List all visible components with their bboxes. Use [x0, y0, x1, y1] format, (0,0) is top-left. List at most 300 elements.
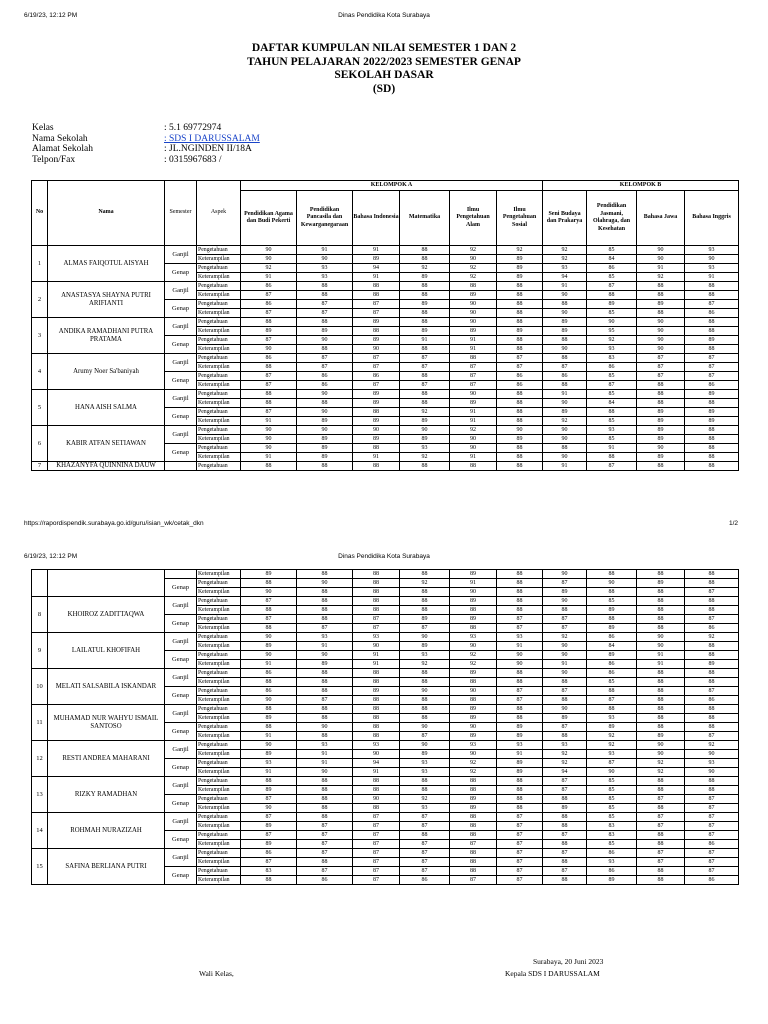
score-cell: 89: [450, 615, 497, 624]
score-cell: 88: [685, 786, 739, 795]
score-cell: 88: [400, 777, 450, 786]
score-cell: 88: [400, 345, 450, 354]
score-cell: 87: [543, 615, 587, 624]
score-cell: 88: [450, 867, 497, 876]
score-cell: 88: [497, 309, 543, 318]
score-cell: 88: [543, 336, 587, 345]
score-cell: 89: [543, 714, 587, 723]
score-cell: 87: [400, 624, 450, 633]
score-cell: 90: [450, 642, 497, 651]
score-cell: 88: [297, 858, 353, 867]
table-row: [32, 246, 739, 255]
score-cell: 91: [353, 246, 400, 255]
score-cell: 88: [297, 678, 353, 687]
score-cell: 87: [400, 849, 450, 858]
score-cell: 91: [241, 453, 297, 462]
score-cell: 88: [497, 453, 543, 462]
score-cell: 85: [587, 417, 637, 426]
score-cell: 87: [497, 687, 543, 696]
semester-label: Genap: [165, 687, 197, 705]
score-cell: 90: [400, 741, 450, 750]
score-cell: 87: [543, 831, 587, 840]
score-cell: 91: [637, 660, 685, 669]
score-cell: 87: [297, 309, 353, 318]
score-cell: 92: [450, 264, 497, 273]
score-cell: 88: [543, 444, 587, 453]
aspek-label: Keterampilan: [197, 822, 241, 831]
info-value: : JL.NGINDEN II/18A: [164, 144, 252, 154]
score-cell: 87: [297, 354, 353, 363]
score-cell: 90: [543, 291, 587, 300]
score-cell: 88: [587, 408, 637, 417]
score-cell: 88: [637, 687, 685, 696]
score-cell: 86: [543, 372, 587, 381]
score-cell: 90: [241, 633, 297, 642]
score-cell: 88: [497, 291, 543, 300]
score-cell: 86: [241, 354, 297, 363]
score-cell: 89: [450, 669, 497, 678]
score-cell: 88: [543, 606, 587, 615]
aspek-label: Pengetahuan: [197, 687, 241, 696]
aspek-label: Keterampilan: [197, 804, 241, 813]
score-cell: 88: [400, 291, 450, 300]
score-cell: 88: [353, 588, 400, 597]
table-row: [32, 669, 739, 678]
semester-label: Genap: [165, 336, 197, 354]
aspek-label: Pengetahuan: [197, 282, 241, 291]
score-cell: 87: [685, 687, 739, 696]
score-cell: 91: [297, 750, 353, 759]
grades-table-page-2: [31, 569, 739, 885]
header-no: No: [32, 181, 48, 246]
score-cell: 88: [685, 651, 739, 660]
score-cell: 88: [497, 588, 543, 597]
score-cell: 87: [241, 813, 297, 822]
score-cell: 88: [450, 849, 497, 858]
score-cell: 89: [450, 732, 497, 741]
score-cell: 87: [450, 840, 497, 849]
score-cell: 90: [241, 741, 297, 750]
aspek-label: Pengetahuan: [197, 264, 241, 273]
score-cell: 91: [450, 336, 497, 345]
score-cell: 88: [497, 282, 543, 291]
score-cell: 91: [241, 660, 297, 669]
score-cell: 87: [241, 309, 297, 318]
score-cell: 88: [497, 795, 543, 804]
student-number: [32, 570, 48, 597]
score-cell: 89: [543, 318, 587, 327]
score-cell: 89: [685, 336, 739, 345]
score-cell: 93: [297, 264, 353, 273]
score-cell: 85: [587, 777, 637, 786]
score-cell: 88: [637, 840, 685, 849]
student-name: KABIR ATFAN SETIAWAN: [48, 426, 165, 462]
score-cell: 88: [450, 786, 497, 795]
score-cell: 88: [450, 822, 497, 831]
score-cell: 89: [353, 435, 400, 444]
score-cell: 88: [685, 426, 739, 435]
score-cell: 86: [587, 669, 637, 678]
score-cell: 88: [637, 696, 685, 705]
score-cell: 86: [353, 372, 400, 381]
info-label: Alamat Sekolah: [32, 144, 93, 154]
score-cell: 88: [297, 606, 353, 615]
score-cell: 87: [241, 372, 297, 381]
score-cell: 88: [685, 678, 739, 687]
score-cell: 88: [637, 399, 685, 408]
score-cell: 88: [543, 696, 587, 705]
semester-label: Genap: [165, 759, 197, 777]
score-cell: 86: [587, 867, 637, 876]
title-line-2: TAHUN PELAJARAN 2022/2023 SEMESTER GENAP: [247, 55, 521, 68]
aspek-label: Pengetahuan: [197, 579, 241, 588]
student-number: 15: [32, 849, 48, 885]
score-cell: 88: [685, 327, 739, 336]
student-number: 5: [32, 390, 48, 426]
score-cell: 87: [587, 381, 637, 390]
score-cell: 93: [497, 741, 543, 750]
score-cell: 88: [497, 318, 543, 327]
score-cell: 92: [400, 264, 450, 273]
score-cell: 88: [400, 309, 450, 318]
score-cell: 89: [241, 642, 297, 651]
score-cell: 90: [637, 633, 685, 642]
score-cell: 92: [543, 759, 587, 768]
student-name: KHOIROZ ZADITTAQWA: [48, 597, 165, 633]
score-cell: 86: [241, 687, 297, 696]
score-cell: 92: [587, 336, 637, 345]
score-cell: 90: [297, 408, 353, 417]
aspek-label: Pengetahuan: [197, 426, 241, 435]
table-row: [32, 282, 739, 291]
score-cell: 87: [543, 786, 587, 795]
score-cell: 87: [400, 732, 450, 741]
score-cell: 90: [637, 642, 685, 651]
student-number: 4: [32, 354, 48, 390]
score-cell: 87: [297, 849, 353, 858]
score-cell: 88: [497, 606, 543, 615]
score-cell: 89: [497, 759, 543, 768]
print-url: https://rapordispendik.surabaya.go.id/guru/isian_wk/cetak_dkn: [24, 520, 204, 527]
score-cell: 87: [450, 876, 497, 885]
score-cell: 88: [685, 579, 739, 588]
score-cell: 88: [543, 732, 587, 741]
score-cell: 88: [400, 597, 450, 606]
aspek-label: Keterampilan: [197, 642, 241, 651]
score-cell: 90: [450, 750, 497, 759]
score-cell: 88: [497, 390, 543, 399]
semester-label: Ganjil: [165, 426, 197, 444]
student-name: MUHAMAD NUR WAHYU ISMAIL SANTOSO: [48, 705, 165, 741]
score-cell: 93: [450, 633, 497, 642]
info-label: Kelas: [32, 123, 54, 133]
score-cell: 88: [297, 399, 353, 408]
aspek-label: Keterampilan: [197, 417, 241, 426]
score-cell: 91: [450, 408, 497, 417]
score-cell: 87: [353, 813, 400, 822]
score-cell: 87: [637, 354, 685, 363]
score-cell: 88: [400, 606, 450, 615]
semester-label: Genap: [165, 867, 197, 885]
score-cell: 87: [353, 849, 400, 858]
score-cell: 86: [587, 849, 637, 858]
score-cell: 87: [353, 840, 400, 849]
score-cell: 86: [241, 300, 297, 309]
score-cell: 88: [587, 615, 637, 624]
student-name: LAILATUL KHOFIFAH: [48, 633, 165, 669]
score-cell: 87: [685, 795, 739, 804]
score-cell: 92: [450, 759, 497, 768]
score-cell: 88: [450, 777, 497, 786]
score-cell: 88: [353, 606, 400, 615]
score-cell: 93: [400, 768, 450, 777]
info-row: [32, 144, 432, 155]
aspek-label: Keterampilan: [197, 588, 241, 597]
score-cell: 90: [543, 453, 587, 462]
score-cell: 89: [685, 417, 739, 426]
score-cell: 86: [497, 372, 543, 381]
student-number: 1: [32, 246, 48, 282]
score-cell: 88: [637, 597, 685, 606]
score-cell: 90: [400, 687, 450, 696]
score-cell: 88: [543, 795, 587, 804]
print-datetime: 6/19/23, 12:12 PM: [24, 12, 78, 19]
score-cell: 88: [497, 678, 543, 687]
score-cell: 88: [297, 291, 353, 300]
score-cell: 88: [637, 786, 685, 795]
score-cell: 88: [543, 876, 587, 885]
score-cell: 88: [685, 399, 739, 408]
score-cell: 89: [685, 408, 739, 417]
score-cell: 88: [400, 246, 450, 255]
title-line-4: (SD): [372, 82, 396, 95]
header-kelompok-a: KELOMPOK A: [241, 181, 543, 191]
score-cell: 88: [497, 570, 543, 579]
score-cell: 88: [400, 570, 450, 579]
score-cell: 87: [400, 381, 450, 390]
info-row: [32, 123, 432, 134]
score-cell: 88: [450, 678, 497, 687]
score-cell: 89: [297, 444, 353, 453]
score-cell: 88: [497, 714, 543, 723]
score-cell: 94: [353, 759, 400, 768]
aspek-label: Pengetahuan: [197, 354, 241, 363]
title-line-3: SEKOLAH DASAR: [334, 69, 434, 81]
score-cell: 88: [241, 318, 297, 327]
score-cell: 90: [241, 651, 297, 660]
score-cell: 93: [400, 759, 450, 768]
score-cell: 90: [543, 597, 587, 606]
score-cell: 90: [685, 255, 739, 264]
score-cell: 93: [400, 651, 450, 660]
aspek-label: Keterampilan: [197, 714, 241, 723]
score-cell: 92: [400, 579, 450, 588]
score-cell: 87: [543, 579, 587, 588]
score-cell: 91: [450, 453, 497, 462]
score-cell: 88: [353, 327, 400, 336]
score-cell: 88: [400, 678, 450, 687]
score-cell: 88: [297, 669, 353, 678]
score-cell: 88: [353, 462, 400, 471]
aspek-label: Keterampilan: [197, 345, 241, 354]
score-cell: 88: [637, 588, 685, 597]
score-cell: 90: [241, 426, 297, 435]
score-cell: 90: [297, 768, 353, 777]
score-cell: 88: [637, 867, 685, 876]
score-cell: 90: [637, 336, 685, 345]
score-cell: 90: [241, 804, 297, 813]
score-cell: 89: [637, 453, 685, 462]
score-cell: 91: [543, 282, 587, 291]
score-cell: 88: [400, 390, 450, 399]
score-cell: 88: [497, 786, 543, 795]
score-cell: 90: [450, 255, 497, 264]
score-cell: 87: [353, 615, 400, 624]
score-cell: 90: [637, 318, 685, 327]
student-number: 10: [32, 669, 48, 705]
table-row: [32, 705, 739, 714]
score-cell: 84: [587, 399, 637, 408]
score-cell: 90: [297, 255, 353, 264]
score-cell: 89: [353, 417, 400, 426]
score-cell: 87: [685, 372, 739, 381]
score-cell: 87: [497, 840, 543, 849]
score-cell: 93: [297, 633, 353, 642]
header-aspek: Aspek: [197, 181, 241, 246]
score-cell: 90: [543, 345, 587, 354]
score-cell: 93: [685, 759, 739, 768]
score-cell: 90: [297, 390, 353, 399]
semester-label: Genap: [165, 615, 197, 633]
document-title: [0, 42, 768, 96]
score-cell: 90: [587, 579, 637, 588]
score-cell: 87: [685, 813, 739, 822]
score-cell: 88: [685, 606, 739, 615]
score-cell: 89: [685, 660, 739, 669]
semester-label: Genap: [165, 651, 197, 669]
print-page-title: Dinas Pendidika Kota Surabaya: [338, 12, 430, 19]
score-cell: 90: [543, 651, 587, 660]
student-name: ANDIKA RAMADHANI PUTRA PRATAMA: [48, 318, 165, 354]
score-cell: 91: [400, 336, 450, 345]
score-cell: 90: [637, 345, 685, 354]
score-cell: 91: [543, 462, 587, 471]
aspek-label: Pengetahuan: [197, 849, 241, 858]
score-cell: 90: [543, 669, 587, 678]
score-cell: 86: [587, 660, 637, 669]
score-cell: 87: [685, 588, 739, 597]
score-cell: 93: [241, 759, 297, 768]
semester-label: Ganjil: [165, 597, 197, 615]
score-cell: 89: [587, 651, 637, 660]
score-cell: 90: [450, 444, 497, 453]
student-name: KHAZANYFA QUINNINA DAUW: [48, 462, 165, 471]
score-cell: 88: [450, 624, 497, 633]
score-cell: 88: [400, 318, 450, 327]
score-cell: 93: [543, 264, 587, 273]
student-number: 12: [32, 741, 48, 777]
score-cell: 88: [353, 777, 400, 786]
score-cell: 89: [297, 327, 353, 336]
score-cell: 89: [297, 453, 353, 462]
score-cell: 85: [587, 435, 637, 444]
score-cell: 86: [241, 849, 297, 858]
score-cell: 87: [353, 858, 400, 867]
table-row: [32, 426, 739, 435]
score-cell: 89: [400, 273, 450, 282]
score-cell: 87: [400, 840, 450, 849]
score-cell: 87: [297, 867, 353, 876]
score-cell: 88: [353, 408, 400, 417]
score-cell: 87: [587, 696, 637, 705]
score-cell: 94: [543, 768, 587, 777]
student-name: RESTI ANDREA MAHARANI: [48, 741, 165, 777]
score-cell: 85: [587, 246, 637, 255]
score-cell: 90: [637, 444, 685, 453]
score-cell: 87: [241, 858, 297, 867]
score-cell: 93: [450, 741, 497, 750]
score-cell: 87: [353, 363, 400, 372]
score-cell: 89: [587, 606, 637, 615]
score-cell: 94: [543, 273, 587, 282]
aspek-label: Pengetahuan: [197, 759, 241, 768]
score-cell: 90: [400, 633, 450, 642]
table-row: [32, 318, 739, 327]
score-cell: 88: [297, 813, 353, 822]
score-cell: 88: [637, 777, 685, 786]
score-cell: 90: [297, 579, 353, 588]
aspek-label: Pengetahuan: [197, 669, 241, 678]
semester-label: Ganjil: [165, 354, 197, 372]
score-cell: 90: [400, 426, 450, 435]
score-cell: 89: [450, 795, 497, 804]
score-cell: 92: [637, 273, 685, 282]
score-cell: 87: [400, 813, 450, 822]
score-cell: 87: [353, 822, 400, 831]
student-number: 9: [32, 633, 48, 669]
score-cell: 91: [685, 273, 739, 282]
score-cell: 88: [497, 345, 543, 354]
score-cell: 85: [587, 804, 637, 813]
header-subject: Ilmu Pengetahuan Alam: [450, 191, 497, 246]
signature-kepala-sekolah: Kepala SDS I DARUSSALAM: [505, 969, 600, 978]
score-cell: 90: [637, 750, 685, 759]
school-name-link[interactable]: : SDS I DARUSSALAM: [164, 133, 260, 144]
score-cell: 83: [587, 354, 637, 363]
score-cell: 88: [241, 624, 297, 633]
score-cell: 92: [400, 453, 450, 462]
score-cell: 88: [400, 462, 450, 471]
score-cell: 87: [685, 732, 739, 741]
score-cell: 88: [353, 786, 400, 795]
score-cell: 87: [685, 804, 739, 813]
aspek-label: Keterampilan: [197, 381, 241, 390]
score-cell: 89: [241, 822, 297, 831]
score-cell: 92: [241, 264, 297, 273]
score-cell: 88: [450, 606, 497, 615]
score-cell: 93: [587, 426, 637, 435]
score-cell: 88: [353, 804, 400, 813]
score-cell: 88: [685, 714, 739, 723]
score-cell: 92: [543, 417, 587, 426]
score-cell: 90: [241, 696, 297, 705]
score-cell: 88: [241, 462, 297, 471]
score-cell: 88: [241, 723, 297, 732]
score-cell: 90: [353, 642, 400, 651]
score-cell: 88: [497, 444, 543, 453]
score-cell: 86: [400, 876, 450, 885]
score-cell: 89: [353, 687, 400, 696]
